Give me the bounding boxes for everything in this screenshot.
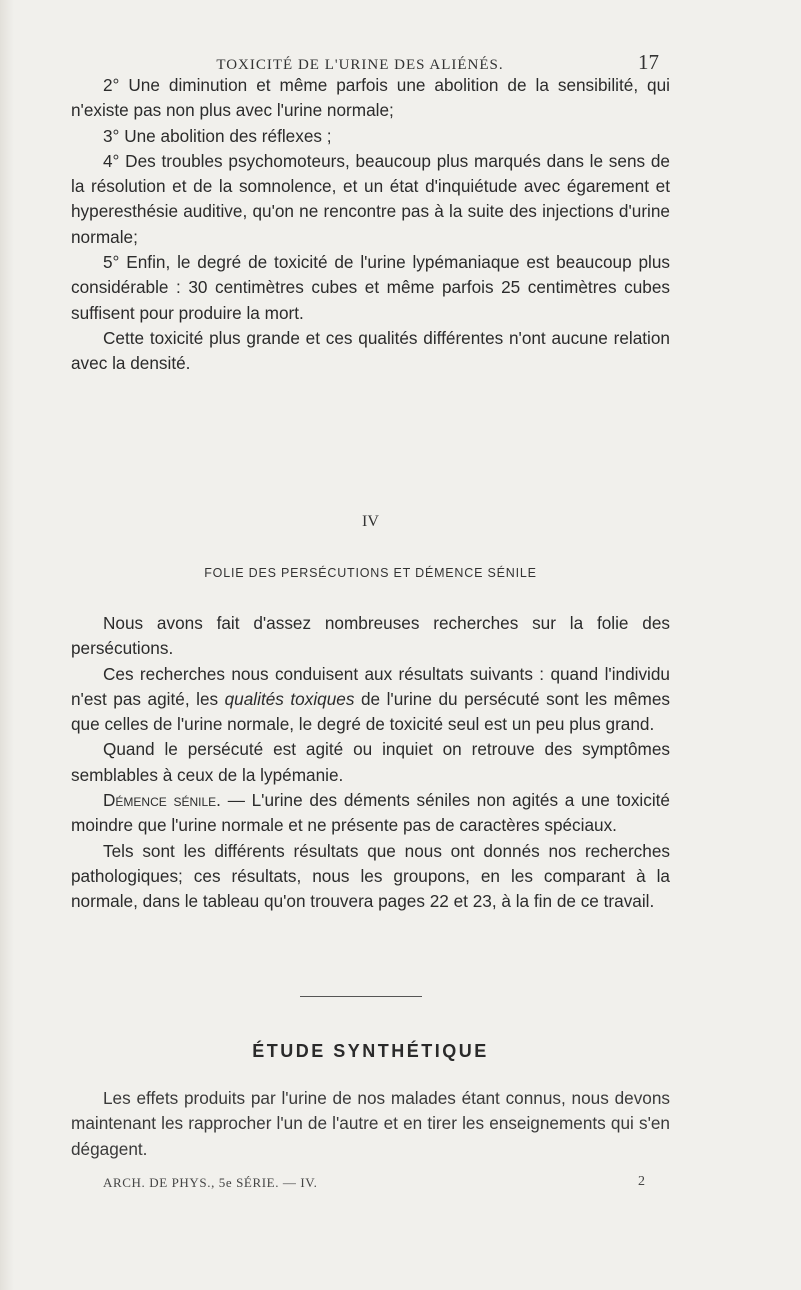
footer-citation: ARCH. DE PHYS., 5e SÉRIE. — IV.	[103, 1175, 318, 1190]
section-divider	[300, 996, 422, 997]
paragraph: 3° Une abolition des réflexes ;	[103, 125, 332, 146]
text-run: — L'urine des déments séniles non agités a une toxicité moindre que l'urine normale et ne présente pas de caractères spéciaux.	[71, 790, 670, 836]
text-block-section-iv	[71, 611, 670, 915]
paragraph: Tels sont les différents résultats que nous ont donnés nos recherches pathologiques; ces résultats, nous les groupons, en les comparant à la normale, dans le tableau qu'on trouvera pages 22 et 23, à la fin de ce travail.	[71, 840, 670, 912]
page-footer	[103, 1175, 683, 1191]
paragraph: 4° Des troubles psychomoteurs, beaucoup plus marqués dans le sens de la résolution et de la somnolence, et un état d'inquiétude avec égarement et hyperesthésie auditive, qu'on ne rencontre pas à la suite des injections d'urine normale;	[71, 150, 670, 247]
paragraph: Les effets produits par l'urine de nos malades étant connus, nous devons maintenant les rapprocher l'un de l'autre et en tirer les enseignements qui s'en dégagent.	[71, 1088, 670, 1159]
text-block-enumeration	[71, 73, 670, 377]
italic-phrase: qualités toxiques	[224, 688, 355, 709]
text-run: de l'urine du persécuté sont les mêmes que celles de l'urine normale, le degré de toxicité seul est un peu plus grand.	[71, 688, 670, 735]
major-section-title: ÉTUDE SYNTHÉTIQUE	[252, 1041, 489, 1061]
run-in-heading: Démence sénile.	[103, 790, 221, 811]
page-edge-shadow	[0, 0, 14, 1290]
page-number: 17	[638, 50, 659, 74]
section-number: IV	[362, 513, 379, 530]
running-header: TOXICITÉ DE L'URINE DES ALIÉNÉS.	[216, 57, 504, 73]
text-block-synthesis	[71, 1086, 670, 1162]
text-run: Ces recherches nous conduisent aux résultats suivants : quand l'individu n'est pas agité, les	[71, 663, 670, 709]
section-title: FOLIE DES PERSÉCUTIONS ET DÉMENCE SÉNILE	[204, 566, 537, 580]
paragraph	[71, 788, 670, 839]
signature-mark: 2	[638, 1174, 646, 1189]
paragraph: Nous avons fait d'assez nombreuses recherches sur la folie des persécutions.	[71, 613, 670, 659]
paragraph	[71, 662, 670, 738]
paragraph: Cette toxicité plus grande et ces qualités différentes n'ont aucune relation avec la densité.	[71, 327, 670, 374]
paragraph: Quand le persécuté est agité ou inquiet on retrouve des symptômes semblables à ceux de la lypémanie.	[71, 739, 670, 785]
paragraph: 2° Une diminution et même parfois une abolition de la sensibilité, qui n'existe pas non plus avec l'urine normale;	[71, 75, 670, 121]
paragraph: 5° Enfin, le degré de toxicité de l'urine lypémaniaque est beaucoup plus considérable : 30 centimètres cubes et même parfois 25 centimètres cubes suffisent pour produire la mort.	[71, 252, 670, 323]
